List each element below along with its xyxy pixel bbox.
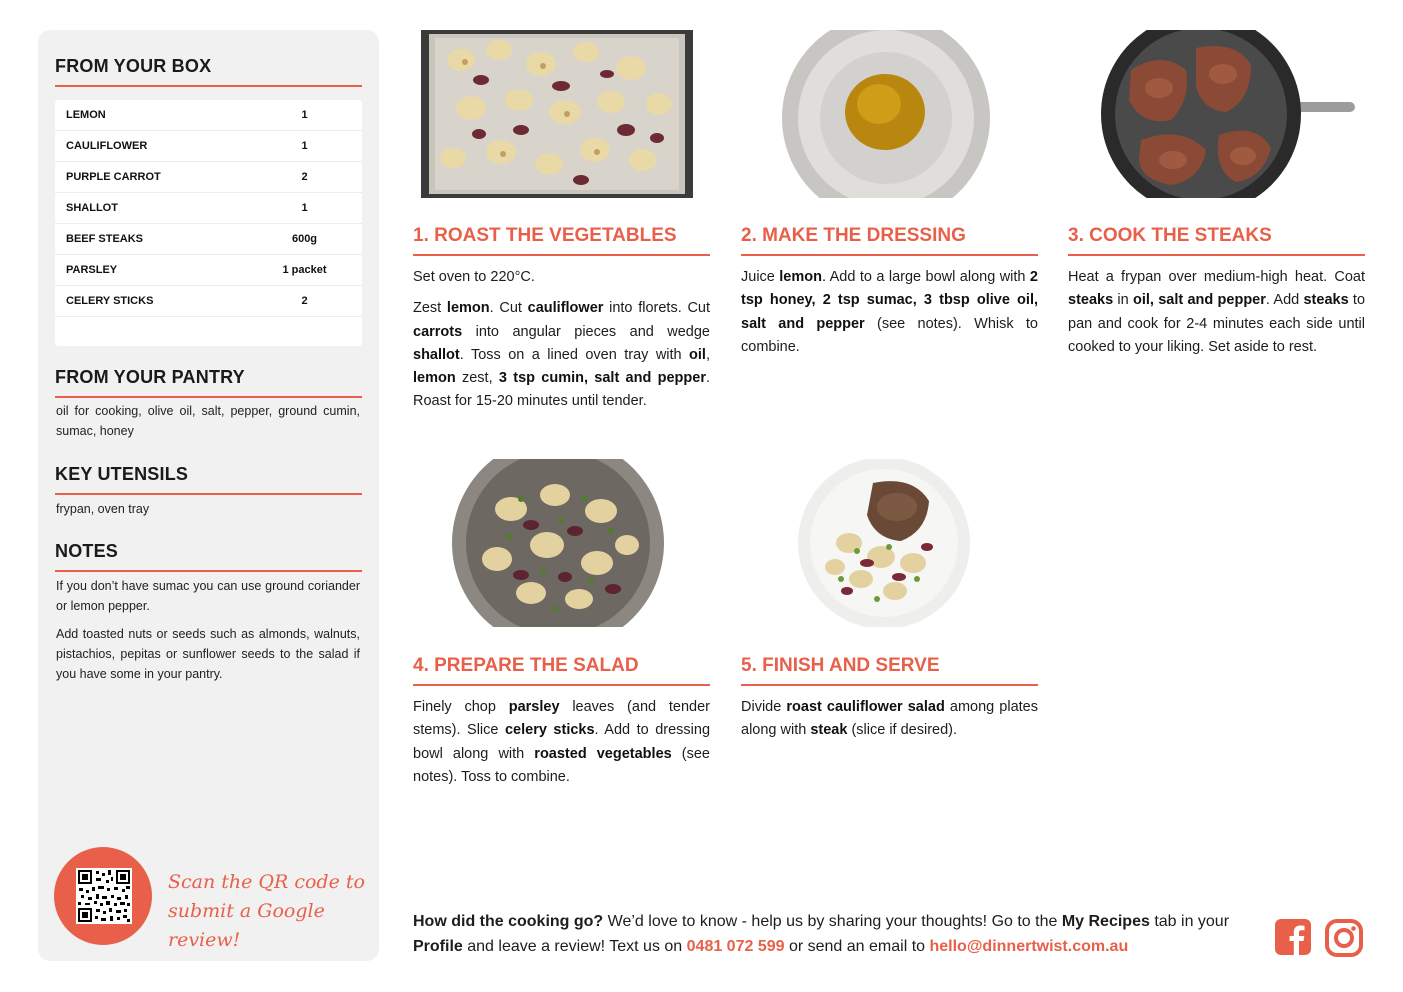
ingredient-name: BEEF STEAKS	[66, 233, 144, 245]
review-text: and leave a review! Text us on	[462, 938, 687, 955]
review-text: or send an email to	[784, 938, 930, 955]
dressing-bowl-photo	[781, 30, 991, 198]
qr-caption	[168, 868, 368, 955]
step-1-body	[413, 266, 710, 422]
ingredient-name: LEMON	[66, 109, 106, 121]
note-paragraph: If you don’t have sumac you can use ground coriander or lemon pepper.	[56, 579, 360, 613]
key-utensils-title: KEY UTENSILS	[55, 464, 362, 495]
step-4-body	[413, 696, 710, 797]
phone-link[interactable]: 0481 072 599	[686, 938, 785, 955]
profile-label: Profile	[413, 938, 463, 955]
cook-steaks-photo	[1101, 30, 1357, 198]
my-recipes-label: My Recipes	[1061, 913, 1150, 930]
from-your-box-title: FROM YOUR BOX	[55, 56, 362, 87]
step-1-title: 1. ROAST THE VEGETABLES	[413, 225, 710, 256]
notes-title: NOTES	[55, 541, 362, 572]
step-paragraph: Zest lemon. Cut cauliflower into florets. Cut carrots into angular pieces and wedge shallot. Toss on a lined oven tray with oil, lemon zest, 3 tsp cumin, salt and pepper. Roast for 15-20 minutes until tender.	[413, 300, 711, 410]
box-ingredient-row	[55, 131, 362, 162]
step-paragraph: Set oven to 220°C.	[413, 269, 535, 285]
box-ingredient-row	[55, 224, 362, 255]
facebook-icon[interactable]	[1275, 919, 1311, 955]
notes-text	[56, 576, 360, 692]
box-ingredient-row	[55, 193, 362, 224]
utensils-text: frypan, oven tray	[56, 502, 150, 516]
box-ingredient-row	[55, 162, 362, 193]
ingredient-quantity: 1	[301, 140, 308, 152]
step-paragraph: Divide roast cauliflower salad among plates along with steak (slice if desired).	[741, 699, 1038, 739]
note-paragraph: Add toasted nuts or seeds such as almonds, walnuts, pistachios, pepitas or sunflower seeds to the salad if you have some in your pantry.	[56, 627, 360, 681]
review-lead: How did the cooking go?	[413, 913, 604, 930]
instagram-icon[interactable]	[1325, 919, 1361, 955]
step-paragraph: Juice lemon. Add to a large bowl along with 2 tsp honey, 2 tsp sumac, 3 tbsp olive oil, salt and pepper (see notes). Whisk to combine.	[741, 269, 1038, 355]
roast-vegetables-photo	[421, 30, 693, 198]
email-link[interactable]: hello@dinnertwist.com.au	[929, 938, 1129, 955]
step-2-body	[741, 266, 1038, 367]
box-ingredient-row	[55, 255, 362, 286]
step-3-title: 3. COOK THE STEAKS	[1068, 225, 1365, 256]
qr-caption-line: Scan the QR code to	[168, 871, 365, 893]
ingredient-quantity: 1	[301, 109, 308, 121]
prepare-salad-photo	[451, 459, 665, 627]
qr-caption-line: submit a Google review!	[168, 900, 325, 951]
ingredient-name: PARSLEY	[66, 264, 118, 276]
step-paragraph: Heat a frypan over medium-high heat. Coat steaks in oil, salt and pepper. Add steaks to pan and cook for 2-4 minutes each side until cooked to your liking. Set aside to rest.	[1068, 269, 1366, 355]
review-text: We’d love to know - help us by sharing your thoughts! Go to the	[603, 913, 1062, 930]
sidebar	[38, 30, 379, 961]
ingredient-quantity: 600g	[291, 233, 318, 245]
step-5-body	[741, 696, 1038, 751]
review-prompt	[413, 909, 1263, 959]
qr-badge[interactable]	[54, 847, 152, 945]
ingredient-quantity: 1 packet	[282, 264, 327, 276]
ingredient-name: CELERY STICKS	[66, 295, 154, 307]
step-paragraph: Finely chop parsley leaves (and tender stems). Slice celery sticks. Add to dressing bowl along with roasted vegetables (see notes). Toss to combine.	[413, 699, 711, 785]
ingredient-quantity: 2	[301, 171, 308, 183]
step-2-title: 2. MAKE THE DRESSING	[741, 225, 1038, 256]
pantry-text: oil for cooking, olive oil, salt, pepper, ground cumin, sumac, honey	[56, 404, 360, 438]
box-ingredient-row	[55, 100, 362, 131]
box-ingredient-row	[55, 286, 362, 317]
step-3-body	[1068, 266, 1365, 367]
step-5-title: 5. FINISH AND SERVE	[741, 655, 1038, 686]
qr-code-icon[interactable]	[76, 868, 132, 924]
box-ingredients-table	[55, 100, 362, 346]
ingredient-name: PURPLE CARROT	[66, 171, 161, 183]
from-your-pantry-title: FROM YOUR PANTRY	[55, 367, 362, 398]
ingredient-name: CAULIFLOWER	[66, 140, 148, 152]
ingredient-quantity: 2	[301, 295, 308, 307]
finish-and-serve-photo	[795, 459, 973, 627]
step-4-title: 4. PREPARE THE SALAD	[413, 655, 710, 686]
ingredient-name: SHALLOT	[66, 202, 118, 214]
ingredient-quantity: 1	[301, 202, 308, 214]
review-text: tab in your	[1149, 913, 1230, 930]
